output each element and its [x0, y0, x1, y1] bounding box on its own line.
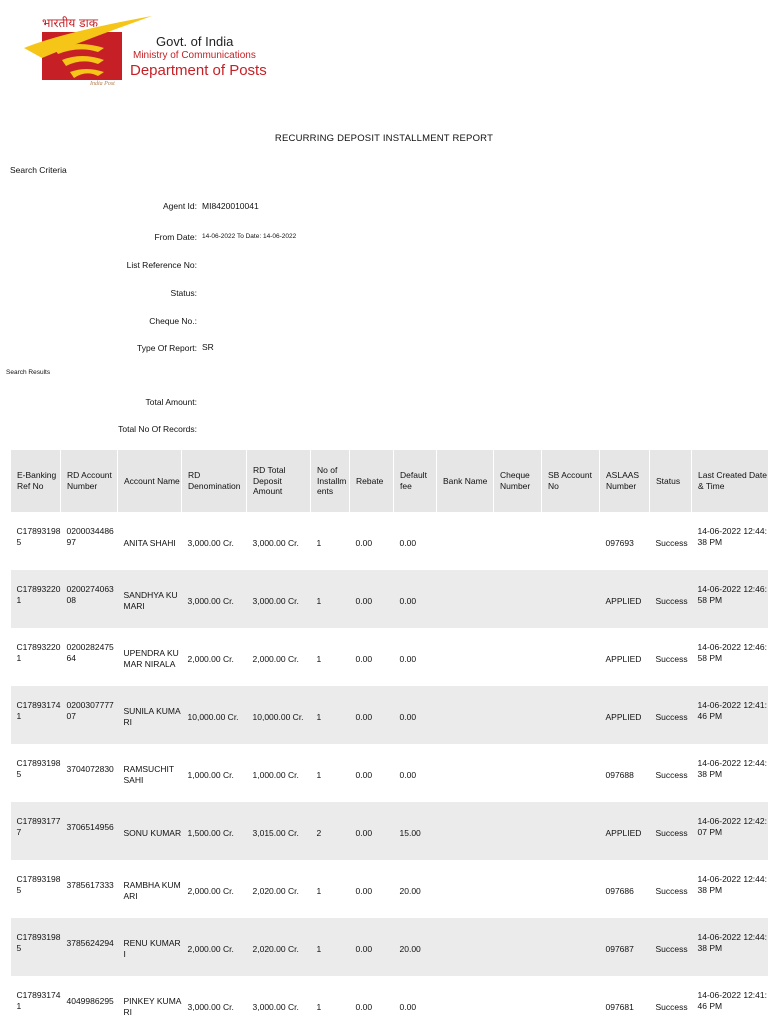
ebanking-ref-cell: C178932201	[11, 570, 61, 628]
logo-govt-of-india: Govt. of India	[156, 34, 233, 49]
status-cell: Success	[650, 686, 692, 744]
ebanking-ref-cell: C178931985	[11, 512, 61, 570]
table-body	[11, 512, 768, 1034]
rd-denomination-cell: 2,000.00 Cr.	[182, 860, 247, 918]
default-fee-cell: 15.00	[394, 802, 437, 860]
search-results-heading: Search Results	[6, 369, 50, 376]
column-header: RD Account Number	[61, 450, 118, 512]
total-records-label: Total No Of Records:	[118, 424, 197, 434]
account-name-cell: SONU KUMAR	[118, 802, 182, 860]
installments-cell: 1	[311, 686, 350, 744]
rd-account-cell: 3704072830	[61, 744, 118, 802]
installments-cell: 1	[311, 918, 350, 976]
sb-account-cell	[542, 802, 600, 860]
rd-account-cell: 020030777707	[61, 686, 118, 744]
account-name-cell: RAMSUCHIT SAHI	[118, 744, 182, 802]
agent-id-value: MI8420010041	[202, 201, 259, 211]
table-row	[11, 570, 768, 628]
rd-denomination-cell: 2,000.00 Cr.	[182, 918, 247, 976]
logo-hindi-text: भारतीय डाक	[42, 14, 98, 31]
installments-cell: 1	[311, 744, 350, 802]
cheque-number-cell	[494, 860, 542, 918]
logo-india-post-caption: India Post	[90, 81, 115, 87]
type-of-report-value: SR	[202, 342, 214, 352]
last-created-cell: 14-06-2022 12:46:58 PM	[692, 628, 768, 686]
table-row	[11, 628, 768, 686]
rebate-cell: 0.00	[350, 512, 394, 570]
sb-account-cell	[542, 918, 600, 976]
aslaas-number-cell: APPLIED	[600, 570, 650, 628]
total-amount-label: Total Amount:	[145, 397, 197, 407]
column-header: No of Installm ents	[311, 450, 350, 512]
cheque-number-cell	[494, 744, 542, 802]
aslaas-number-cell: APPLIED	[600, 802, 650, 860]
aslaas-number-cell: 097681	[600, 976, 650, 1034]
last-created-cell: 14-06-2022 12:41:46 PM	[692, 976, 768, 1034]
bank-name-cell	[437, 802, 494, 860]
cheque-number-cell	[494, 628, 542, 686]
status-cell: Success	[650, 976, 692, 1034]
column-header: Default fee	[394, 450, 437, 512]
ebanking-ref-cell: C178931985	[11, 860, 61, 918]
rebate-cell: 0.00	[350, 918, 394, 976]
aslaas-number-cell: 097687	[600, 918, 650, 976]
rd-total-deposit-cell: 1,000.00 Cr.	[247, 744, 311, 802]
sb-account-cell	[542, 860, 600, 918]
default-fee-cell: 20.00	[394, 860, 437, 918]
aslaas-number-cell: APPLIED	[600, 686, 650, 744]
status-cell: Success	[650, 802, 692, 860]
table-row	[11, 686, 768, 744]
default-fee-cell: 0.00	[394, 744, 437, 802]
rd-denomination-cell: 10,000.00 Cr.	[182, 686, 247, 744]
rd-total-deposit-cell: 3,015.00 Cr.	[247, 802, 311, 860]
rd-total-deposit-cell: 3,000.00 Cr.	[247, 512, 311, 570]
last-created-cell: 14-06-2022 12:44:38 PM	[692, 744, 768, 802]
last-created-cell: 14-06-2022 12:46:58 PM	[692, 570, 768, 628]
rebate-cell: 0.00	[350, 976, 394, 1034]
cheque-number-cell	[494, 512, 542, 570]
rebate-cell: 0.00	[350, 744, 394, 802]
rd-account-cell: 3785617333	[61, 860, 118, 918]
last-created-cell: 14-06-2022 12:44:38 PM	[692, 918, 768, 976]
rd-account-cell: 4049986295	[61, 976, 118, 1034]
default-fee-cell: 0.00	[394, 686, 437, 744]
aslaas-number-cell: 097693	[600, 512, 650, 570]
table-row	[11, 802, 768, 860]
date-range-value: 14-06-2022 To Date: 14-06-2022	[202, 233, 296, 240]
rd-account-cell: 020003448697	[61, 512, 118, 570]
rd-denomination-cell: 1,000.00 Cr.	[182, 744, 247, 802]
column-header: SB Account No	[542, 450, 600, 512]
ebanking-ref-cell: C178931741	[11, 976, 61, 1034]
sb-account-cell	[542, 744, 600, 802]
sb-account-cell	[542, 628, 600, 686]
bank-name-cell	[437, 512, 494, 570]
cheque-number-cell	[494, 802, 542, 860]
account-name-cell: ANITA SHAHI	[118, 512, 182, 570]
report-title: RECURRING DEPOSIT INSTALLMENT REPORT	[0, 133, 768, 144]
column-header: E-Banking Ref No	[11, 450, 61, 512]
table-row	[11, 860, 768, 918]
bank-name-cell	[437, 976, 494, 1034]
status-cell: Success	[650, 628, 692, 686]
table-row	[11, 976, 768, 1034]
account-name-cell: RAMBHA KUMARI	[118, 860, 182, 918]
column-header: Account Name	[118, 450, 182, 512]
column-header: Status	[650, 450, 692, 512]
rd-denomination-cell: 1,500.00 Cr.	[182, 802, 247, 860]
account-name-cell: SUNILA KUMARI	[118, 686, 182, 744]
ebanking-ref-cell: C178931741	[11, 686, 61, 744]
rd-account-cell: 3706514956	[61, 802, 118, 860]
column-header: ASLAAS Number	[600, 450, 650, 512]
aslaas-number-cell: 097688	[600, 744, 650, 802]
last-created-cell: 14-06-2022 12:44:38 PM	[692, 860, 768, 918]
cheque-no-label: Cheque No.:	[149, 316, 197, 326]
cheque-number-cell	[494, 976, 542, 1034]
sb-account-cell	[542, 512, 600, 570]
installments-cell: 1	[311, 860, 350, 918]
rd-total-deposit-cell: 2,020.00 Cr.	[247, 918, 311, 976]
logo-ministry: Ministry of Communications	[133, 50, 256, 61]
rebate-cell: 0.00	[350, 860, 394, 918]
aslaas-number-cell: APPLIED	[600, 628, 650, 686]
status-cell: Success	[650, 512, 692, 570]
type-of-report-label: Type Of Report:	[137, 343, 197, 353]
rd-total-deposit-cell: 2,000.00 Cr.	[247, 628, 311, 686]
rd-denomination-cell: 3,000.00 Cr.	[182, 512, 247, 570]
rd-account-cell: 3785624294	[61, 918, 118, 976]
installments-cell: 1	[311, 628, 350, 686]
status-cell: Success	[650, 918, 692, 976]
last-created-cell: 14-06-2022 12:41:46 PM	[692, 686, 768, 744]
column-header: Bank Name	[437, 450, 494, 512]
sb-account-cell	[542, 570, 600, 628]
rd-account-cell: 020028247564	[61, 628, 118, 686]
status-cell: Success	[650, 860, 692, 918]
agent-id-label: Agent Id:	[163, 201, 197, 211]
default-fee-cell: 0.00	[394, 628, 437, 686]
table-header-row	[11, 450, 768, 512]
last-created-cell: 14-06-2022 12:42:07 PM	[692, 802, 768, 860]
rebate-cell: 0.00	[350, 570, 394, 628]
last-created-cell: 14-06-2022 12:44:38 PM	[692, 512, 768, 570]
installments-cell: 2	[311, 802, 350, 860]
logo-department-of-posts: Department of Posts	[130, 62, 267, 79]
rd-account-cell: 020027406308	[61, 570, 118, 628]
ebanking-ref-cell: C178931985	[11, 744, 61, 802]
account-name-cell: SANDHYA KUMARI	[118, 570, 182, 628]
rd-denomination-cell: 2,000.00 Cr.	[182, 628, 247, 686]
status-label: Status:	[171, 288, 197, 298]
cheque-number-cell	[494, 570, 542, 628]
bank-name-cell	[437, 918, 494, 976]
account-name-cell: UPENDRA KUMAR NIRALA	[118, 628, 182, 686]
default-fee-cell: 0.00	[394, 512, 437, 570]
installments-cell: 1	[311, 570, 350, 628]
column-header: RD Denomination	[182, 450, 247, 512]
rebate-cell: 0.00	[350, 802, 394, 860]
sb-account-cell	[542, 686, 600, 744]
account-name-cell: PINKEY KUMARI	[118, 976, 182, 1034]
rd-total-deposit-cell: 3,000.00 Cr.	[247, 570, 311, 628]
table-row	[11, 512, 768, 570]
results-table	[10, 450, 768, 1034]
ebanking-ref-cell: C178931777	[11, 802, 61, 860]
ebanking-ref-cell: C178932201	[11, 628, 61, 686]
sb-account-cell	[542, 976, 600, 1034]
account-name-cell: RENU KUMARI	[118, 918, 182, 976]
bank-name-cell	[437, 628, 494, 686]
column-header: Last Created Date & Time	[692, 450, 768, 512]
rd-denomination-cell: 3,000.00 Cr.	[182, 976, 247, 1034]
list-reference-label: List Reference No:	[127, 260, 197, 270]
cheque-number-cell	[494, 686, 542, 744]
bank-name-cell	[437, 744, 494, 802]
installments-cell: 1	[311, 512, 350, 570]
installments-cell: 1	[311, 976, 350, 1034]
default-fee-cell: 20.00	[394, 918, 437, 976]
from-date-label: From Date:	[154, 232, 197, 242]
aslaas-number-cell: 097686	[600, 860, 650, 918]
table-row	[11, 918, 768, 976]
column-header: Cheque Number	[494, 450, 542, 512]
rebate-cell: 0.00	[350, 628, 394, 686]
rd-total-deposit-cell: 10,000.00 Cr.	[247, 686, 311, 744]
status-cell: Success	[650, 744, 692, 802]
rd-total-deposit-cell: 2,020.00 Cr.	[247, 860, 311, 918]
bank-name-cell	[437, 860, 494, 918]
column-header: Rebate	[350, 450, 394, 512]
default-fee-cell: 0.00	[394, 570, 437, 628]
table-row	[11, 744, 768, 802]
status-cell: Success	[650, 570, 692, 628]
rebate-cell: 0.00	[350, 686, 394, 744]
ebanking-ref-cell: C178931985	[11, 918, 61, 976]
cheque-number-cell	[494, 918, 542, 976]
search-criteria-heading: Search Criteria	[10, 165, 67, 175]
bank-name-cell	[437, 686, 494, 744]
bank-name-cell	[437, 570, 494, 628]
column-header: RD Total Deposit Amount	[247, 450, 311, 512]
rd-denomination-cell: 3,000.00 Cr.	[182, 570, 247, 628]
default-fee-cell: 0.00	[394, 976, 437, 1034]
rd-total-deposit-cell: 3,000.00 Cr.	[247, 976, 311, 1034]
